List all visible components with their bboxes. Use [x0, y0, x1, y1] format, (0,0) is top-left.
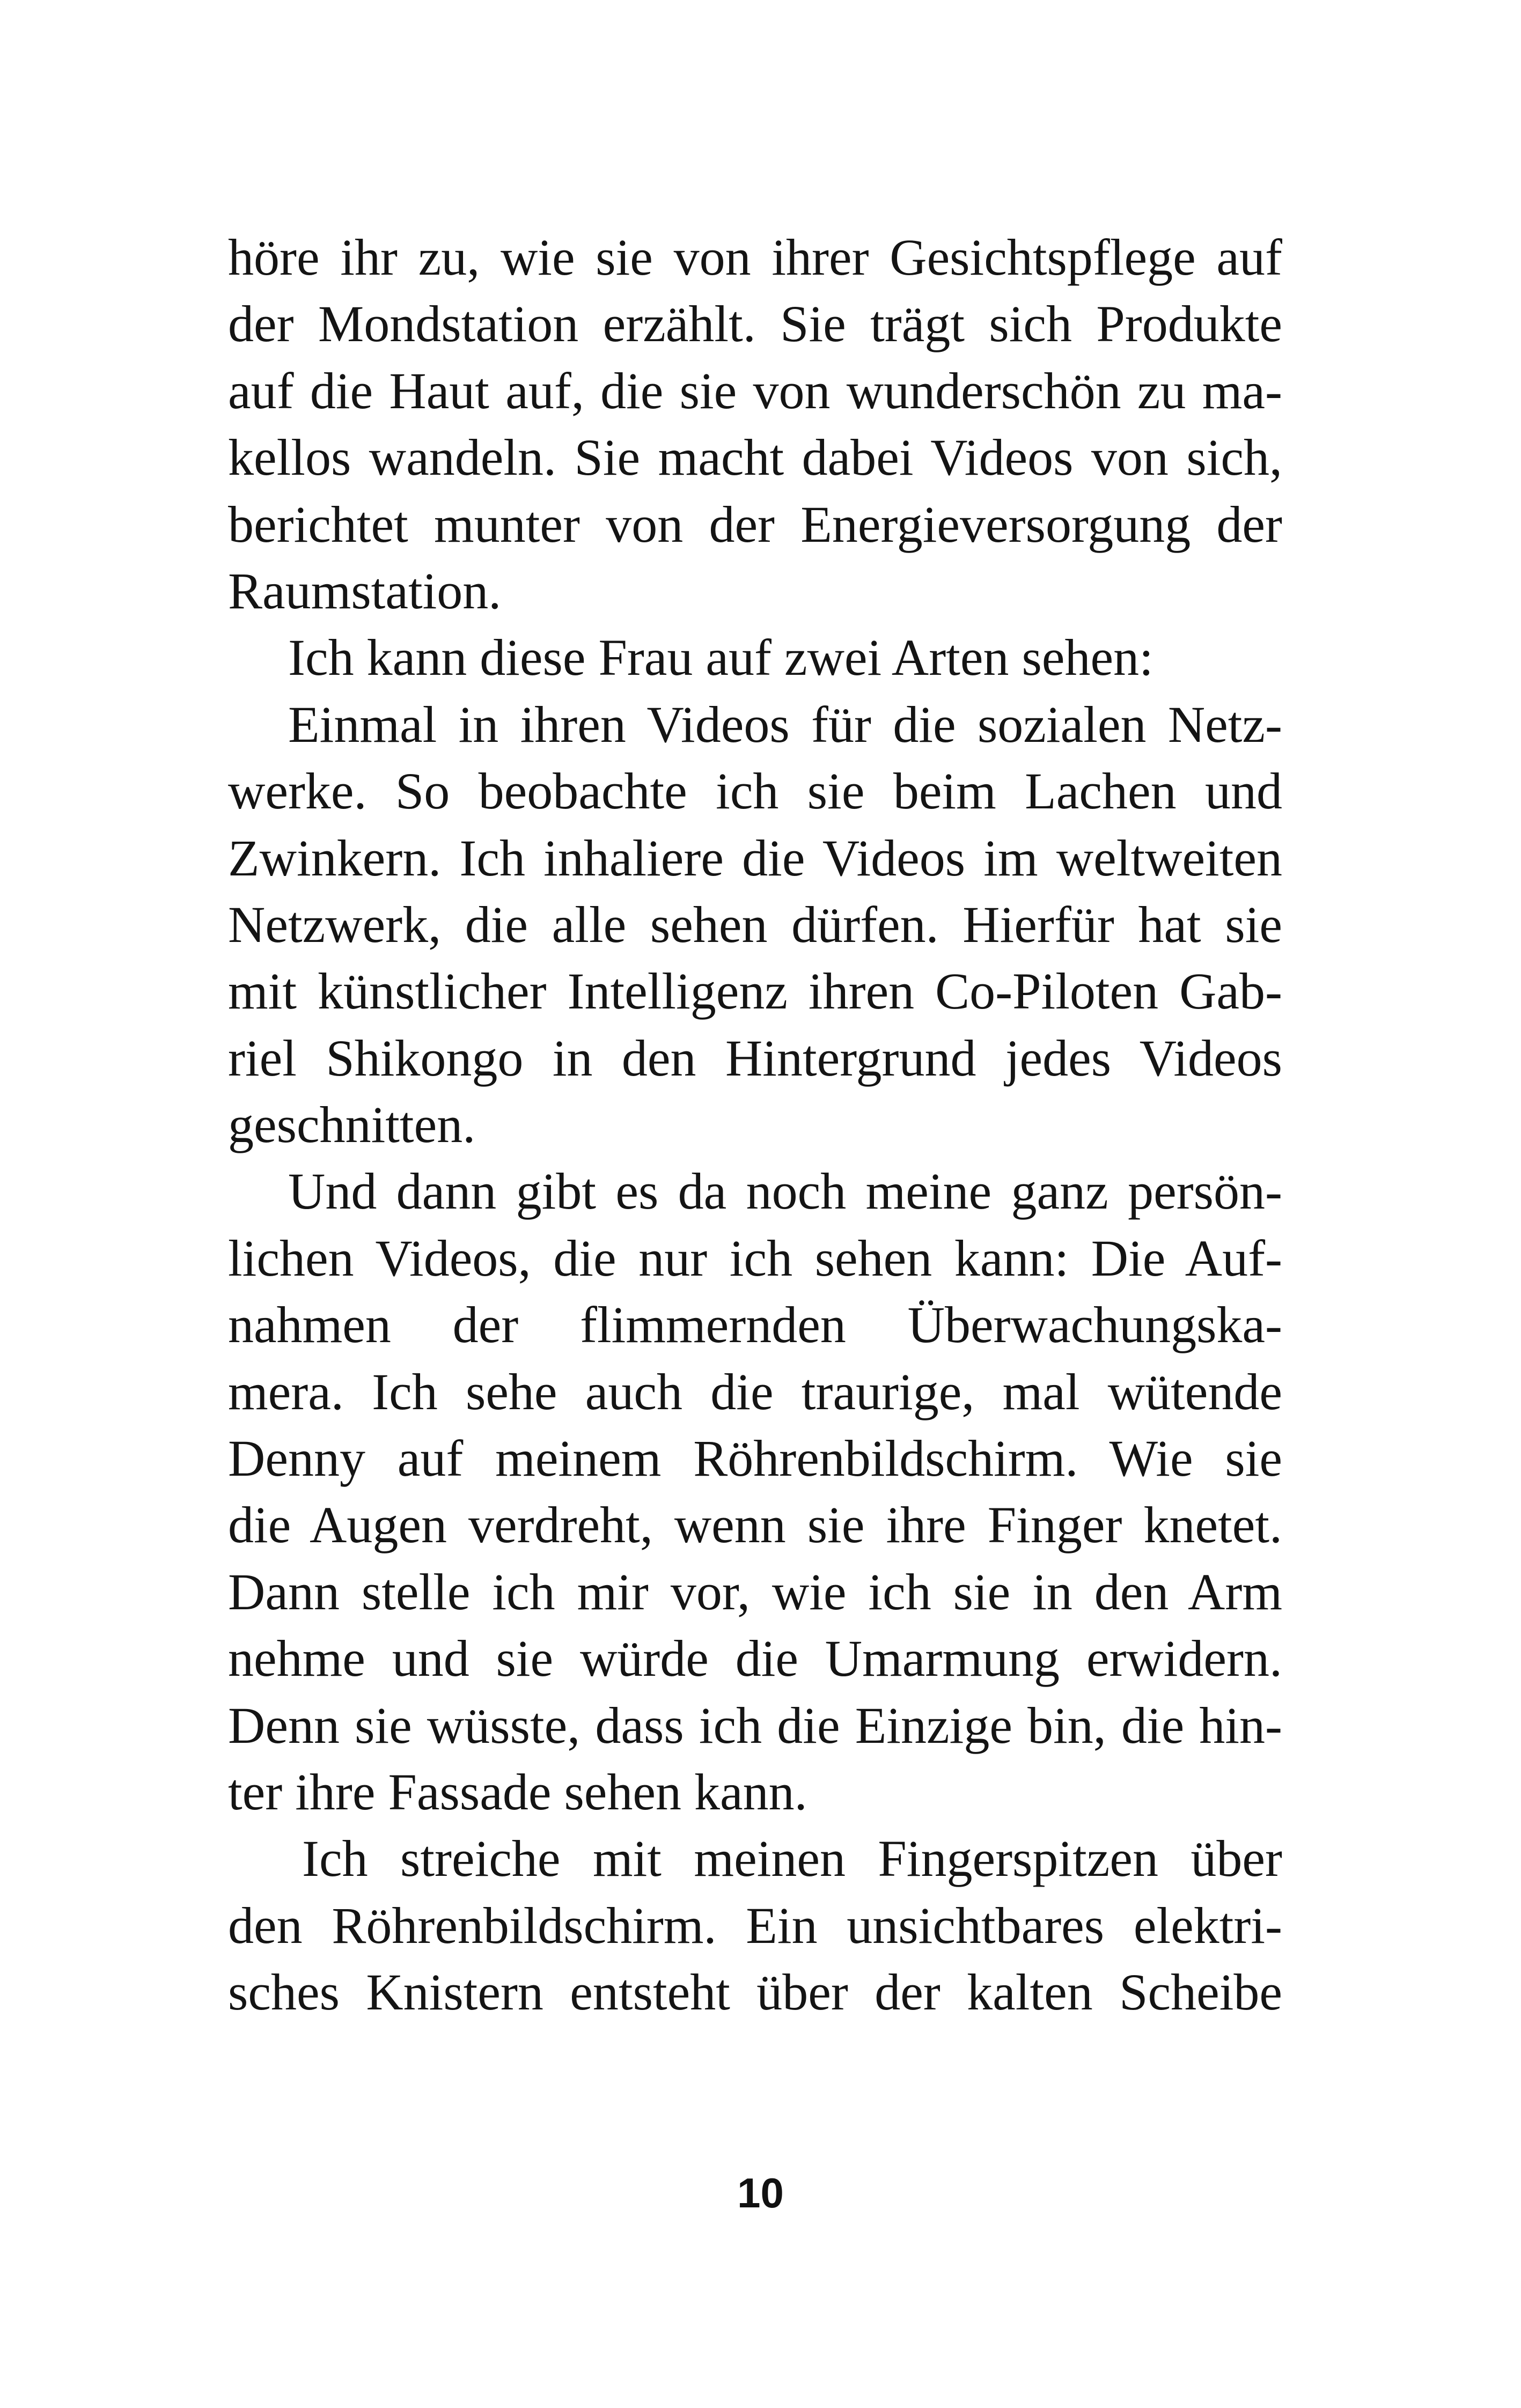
text-line: mera. Ich sehe auch die traurige, mal wütende [228, 1363, 1282, 1420]
text-line: höre ihr zu, wie sie von ihrer Gesichtspflege auf [228, 229, 1282, 286]
page-number: 10 [737, 2169, 784, 2216]
text-line: riel Shikongo in den Hintergrund jedes Videos [228, 1029, 1282, 1087]
text-line: nahmen der flimmernden Überwachungska- [228, 1296, 1282, 1354]
text-line: Ich kann diese Frau auf zwei Arten sehen: [288, 629, 1153, 687]
text-line: werke. So beobachte ich sie beim Lachen und [228, 762, 1282, 820]
text-line: Ich streiche mit meinen Fingerspitzen über [302, 1830, 1282, 1888]
text-line: Und dann gibt es da noch meine ganz persön- [288, 1162, 1282, 1220]
text-line: kellos wandeln. Sie macht dabei Videos von sich, [228, 429, 1282, 487]
text-line: der Mondstation erzählt. Sie trägt sich Produkte [228, 295, 1282, 353]
text-line: nehme und sie würde die Umarmung erwidern. [228, 1630, 1282, 1688]
text-line: Einmal in ihren Videos für die sozialen Netz- [288, 695, 1282, 753]
text-line: berichtet munter von der Energieversorgung der [228, 495, 1282, 553]
text-line: Denn sie wüsste, dass ich die Einzige bin, die hin- [228, 1696, 1282, 1754]
text-line: den Röhrenbildschirm. Ein unsichtbares elektri- [228, 1896, 1282, 1954]
text-line: mit künstlicher Intelligenz ihren Co-Piloten Gab- [228, 962, 1282, 1020]
text-line: Dann stelle ich mir vor, wie ich sie in den Arm [228, 1563, 1282, 1621]
text-line: geschnitten. [228, 1096, 476, 1154]
text-line: Zwinkern. Ich inhaliere die Videos im weltweiten [228, 829, 1282, 887]
text-line: Denny auf meinem Röhrenbildschirm. Wie sie [228, 1430, 1282, 1487]
text-line: ter ihre Fassade sehen kann. [228, 1763, 807, 1821]
text-line: sches Knistern entsteht über der kalten Scheibe [228, 1963, 1282, 2021]
text-line: Netzwerk, die alle sehen dürfen. Hierfür hat sie [228, 895, 1282, 953]
text-line: lichen Videos, die nur ich sehen kann: Die Auf- [228, 1229, 1282, 1287]
text-line: auf die Haut auf, die sie von wunderschön zu ma- [228, 362, 1282, 419]
text-line: Raumstation. [228, 562, 502, 620]
text-line: die Augen verdreht, wenn sie ihre Finger knetet. [228, 1496, 1282, 1554]
body-text [228, 224, 1282, 2026]
